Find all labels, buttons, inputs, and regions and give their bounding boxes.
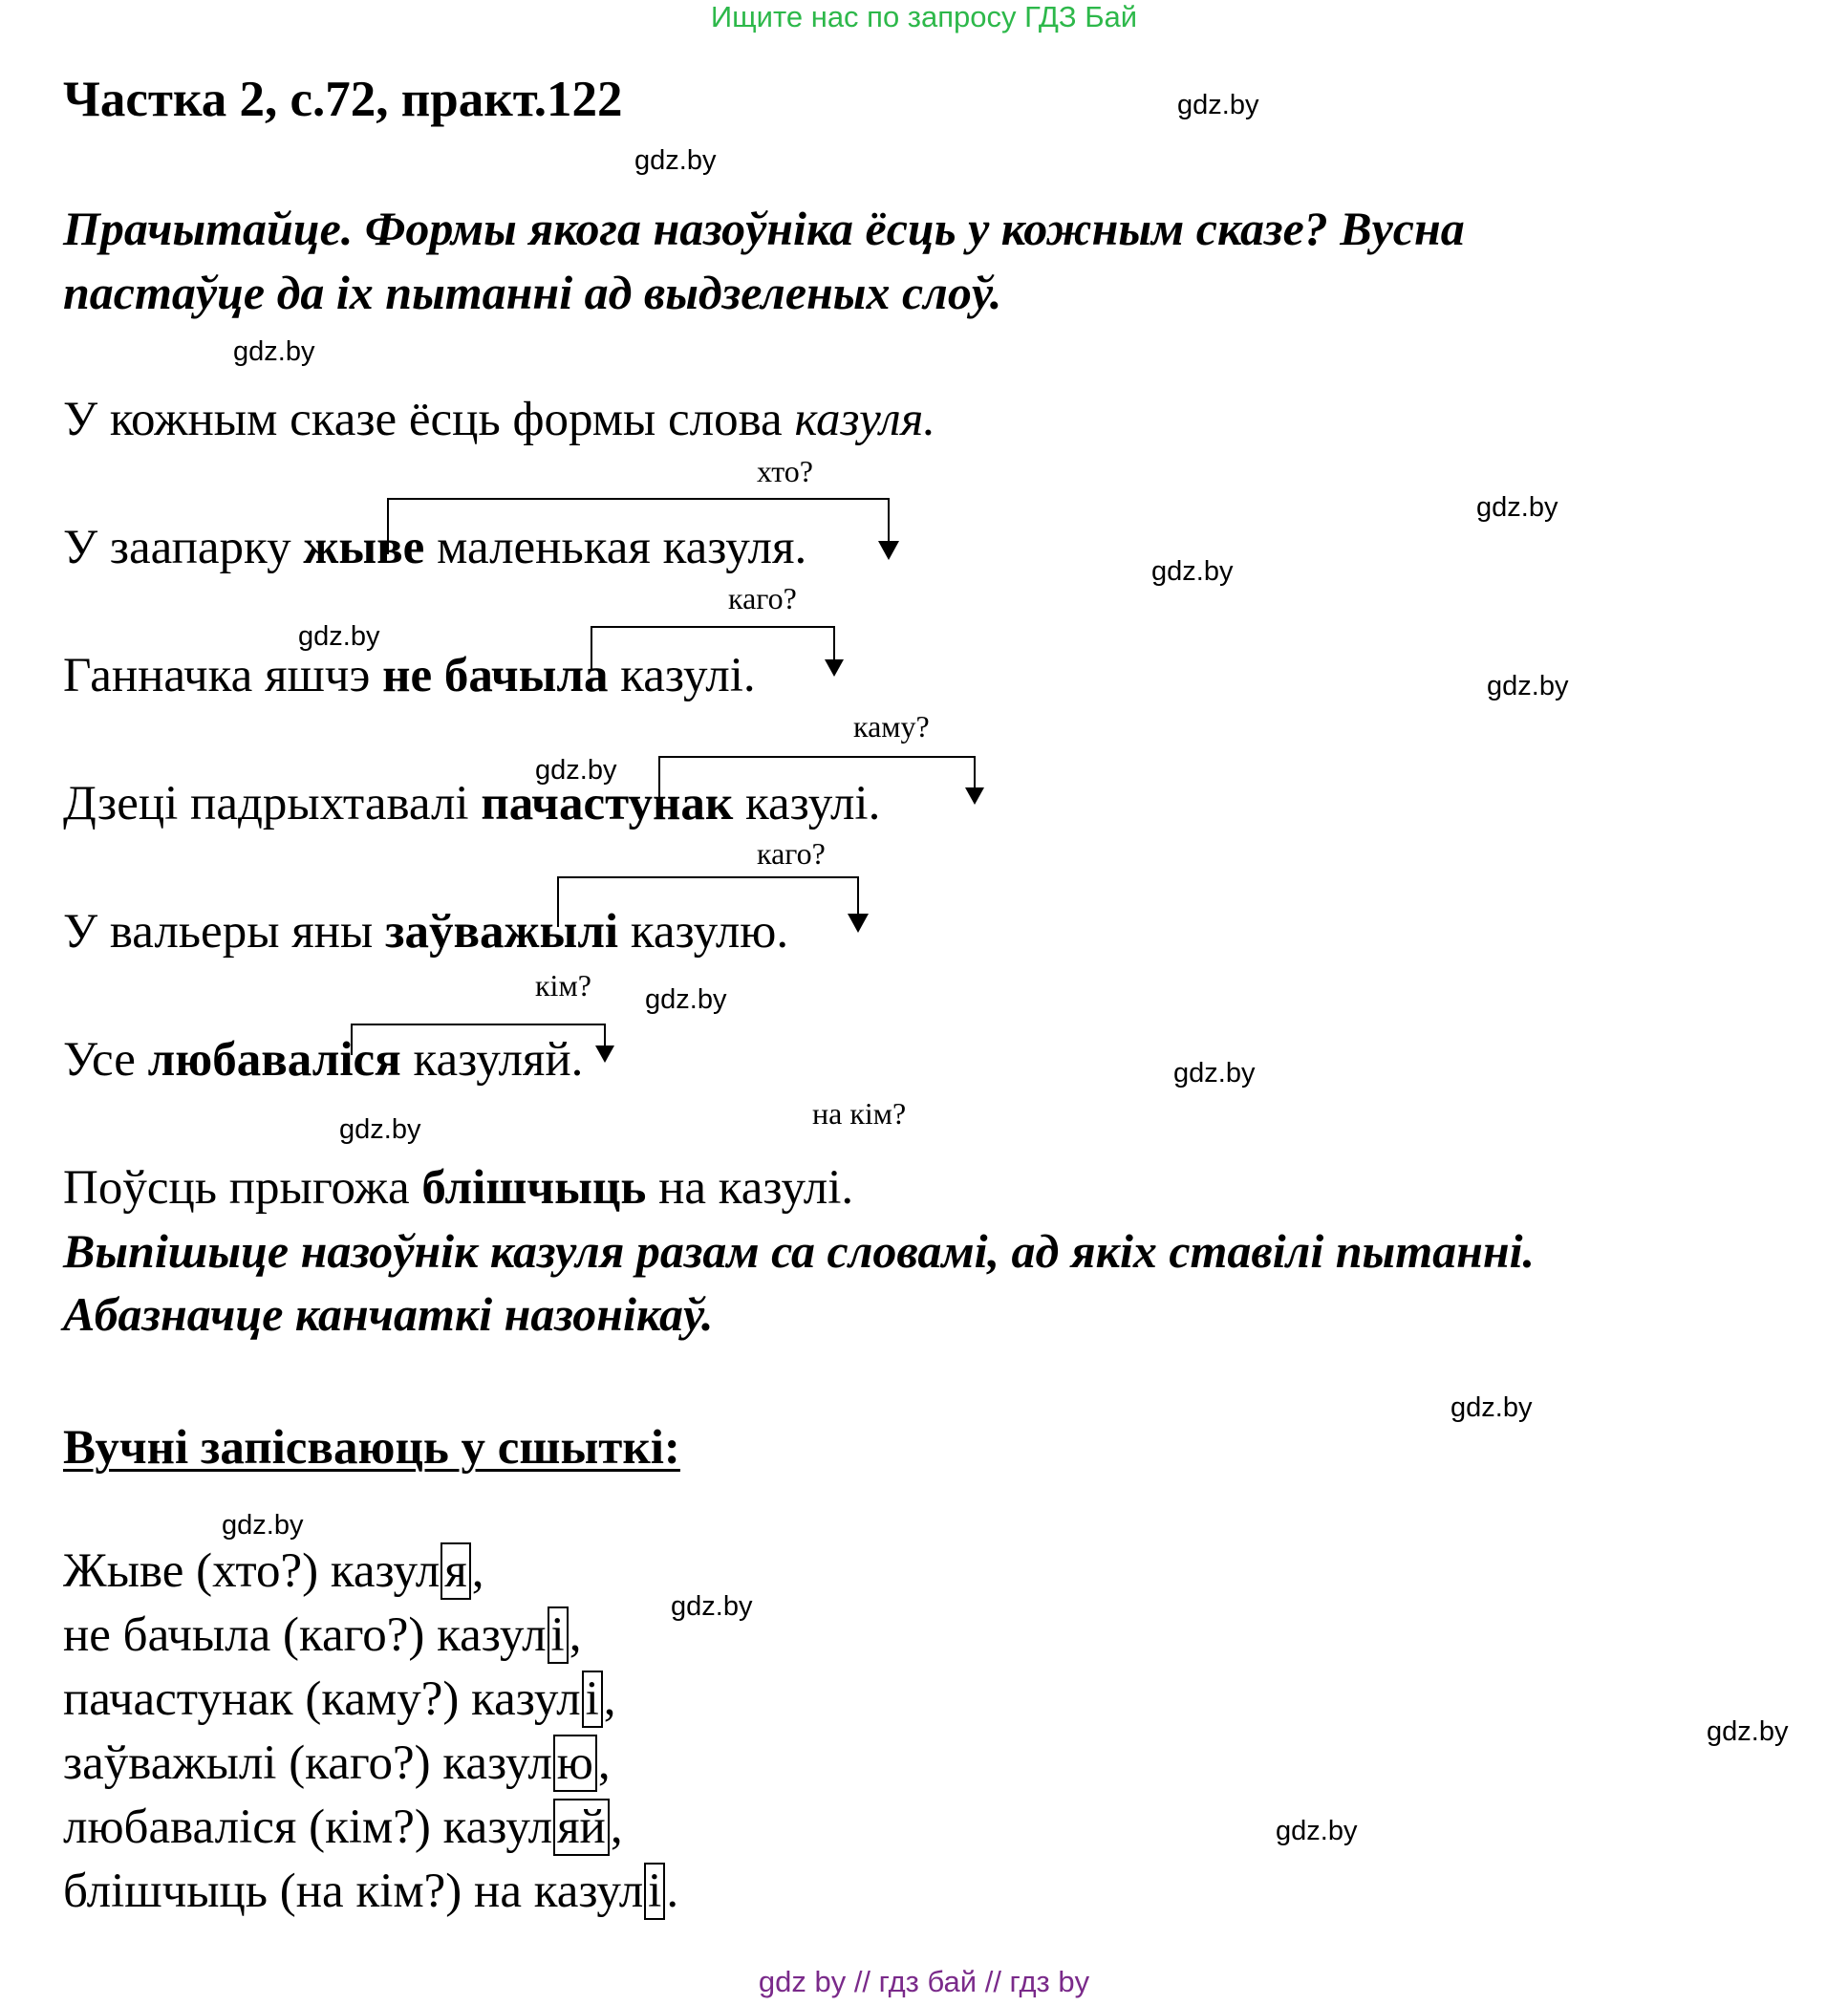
sentence-6 bbox=[63, 1160, 853, 1216]
answer-text: блішчыць (на кім?) на казул bbox=[63, 1865, 644, 1918]
task2-line2: Абазначце канчаткі назонікаў. bbox=[63, 1287, 714, 1341]
sentence-pre: Усе bbox=[63, 1033, 148, 1087]
answer-line bbox=[63, 1864, 678, 1919]
arrow-head bbox=[965, 787, 984, 805]
sentence-2 bbox=[63, 648, 756, 703]
answer-line bbox=[63, 1607, 581, 1663]
watermark: gdz.by bbox=[1450, 1392, 1533, 1423]
watermark: gdz.by bbox=[1707, 1716, 1789, 1747]
answer-punct: , bbox=[610, 1800, 623, 1854]
question-label: каго? bbox=[728, 581, 797, 615]
watermark: gdz.by bbox=[222, 1510, 304, 1541]
sentence-post: казулі. bbox=[608, 649, 756, 702]
task1-line2: пастаўце да іх пытанні ад выдзеленых слоў. bbox=[63, 266, 1002, 319]
sentence-bold-word: не бачыла bbox=[382, 649, 609, 702]
sentence-post: казулі. bbox=[733, 777, 881, 830]
question-label: на кім? bbox=[812, 1096, 907, 1131]
arrow-head bbox=[825, 659, 844, 677]
answer-punct: . bbox=[666, 1865, 679, 1918]
question-label: каму? bbox=[853, 709, 930, 744]
watermark: gdz.by bbox=[339, 1114, 421, 1145]
answer-text: заўважылі (каго?) казул bbox=[63, 1736, 552, 1790]
watermark: gdz.by bbox=[1487, 671, 1569, 701]
ending-box: яй bbox=[553, 1799, 610, 1856]
answer-line bbox=[63, 1671, 616, 1727]
sentence-bold-word: блішчыць bbox=[421, 1161, 647, 1215]
arrow-head bbox=[878, 541, 899, 560]
notebook-heading: Вучні запісваюць у сшыткі: bbox=[63, 1421, 680, 1475]
question-label: кім? bbox=[535, 968, 591, 1002]
sentence-pre: Поўсць прыгожа bbox=[63, 1161, 422, 1215]
question-label: хто? bbox=[757, 454, 813, 488]
watermark: gdz.by bbox=[1276, 1816, 1358, 1846]
top-banner: Ищите нас по запросу ГДЗ Бай bbox=[710, 0, 1138, 33]
footer-links: gdz by // гдз бай // гдз by bbox=[758, 1965, 1090, 1998]
sentence-post: казулю. bbox=[618, 905, 789, 959]
arrow-head bbox=[848, 914, 869, 933]
answer-punct: , bbox=[569, 1608, 582, 1662]
answer-text: не бачыла (каго?) казул bbox=[63, 1608, 547, 1662]
sentence-bold-word: пачастунак bbox=[481, 777, 734, 830]
task1-line1: Прачытайце. Формы якога назоўніка ёсць у кожным сказе? Вусна bbox=[63, 202, 1465, 255]
intro-line bbox=[63, 392, 935, 447]
watermark: gdz.by bbox=[535, 755, 617, 786]
sentence-bold-word: любаваліся bbox=[147, 1033, 401, 1087]
answer-punct: , bbox=[471, 1544, 484, 1598]
sentence-5 bbox=[63, 1032, 583, 1088]
sentence-1 bbox=[63, 520, 806, 575]
ending-box: і bbox=[582, 1671, 603, 1728]
answer-line bbox=[63, 1800, 623, 1855]
sentence-4 bbox=[63, 904, 788, 959]
watermark: gdz.by bbox=[671, 1591, 753, 1622]
sentence-post: казуляй. bbox=[400, 1033, 584, 1087]
watermark: gdz.by bbox=[233, 336, 315, 367]
question-label: каго? bbox=[757, 836, 826, 871]
sentence-pre: У заапарку bbox=[63, 521, 304, 574]
ending-box: і bbox=[644, 1863, 665, 1920]
intro-word: казуля. bbox=[794, 393, 936, 446]
watermark: gdz.by bbox=[634, 145, 717, 176]
answer-text: Жыве (хто?) казул bbox=[63, 1544, 441, 1598]
ending-box: і bbox=[548, 1606, 569, 1664]
task2-line1: Выпішыце назоўнік казуля разам са словамі, ад якіх ставілі пытанні. bbox=[63, 1224, 1536, 1278]
answer-line bbox=[63, 1543, 483, 1599]
watermark: gdz.by bbox=[1173, 1058, 1256, 1089]
watermark: gdz.by bbox=[298, 621, 380, 652]
intro-text: У кожным сказе ёсць формы слова bbox=[63, 393, 795, 446]
sentence-pre: Ганначка яшчэ bbox=[63, 649, 383, 702]
watermark: gdz.by bbox=[1151, 556, 1234, 587]
answer-text: пачастунак (каму?) казул bbox=[63, 1672, 581, 1726]
sentence-3 bbox=[63, 776, 880, 831]
answer-text: любаваліся (кім?) казул bbox=[63, 1800, 553, 1854]
arrow-head bbox=[595, 1046, 614, 1063]
watermark: gdz.by bbox=[1476, 492, 1558, 523]
sentence-post: маленькая казуля. bbox=[424, 521, 807, 574]
answer-punct: , bbox=[597, 1736, 611, 1790]
watermark: gdz.by bbox=[645, 984, 727, 1015]
sentence-pre: У вальеры яны bbox=[63, 905, 385, 959]
sentence-pre: Дзеці падрыхтавалі bbox=[63, 777, 482, 830]
page-title: Частка 2, с.72, практ.122 bbox=[63, 72, 623, 127]
ending-box: я bbox=[441, 1542, 470, 1600]
sentence-post: на казулі. bbox=[646, 1161, 854, 1215]
answer-punct: , bbox=[603, 1672, 616, 1726]
ending-box: ю bbox=[553, 1735, 597, 1792]
sentence-bold-word: заўважылі bbox=[384, 905, 619, 959]
watermark: gdz.by bbox=[1177, 90, 1259, 120]
sentence-bold-word: жыве bbox=[303, 521, 425, 574]
answer-line bbox=[63, 1736, 611, 1791]
